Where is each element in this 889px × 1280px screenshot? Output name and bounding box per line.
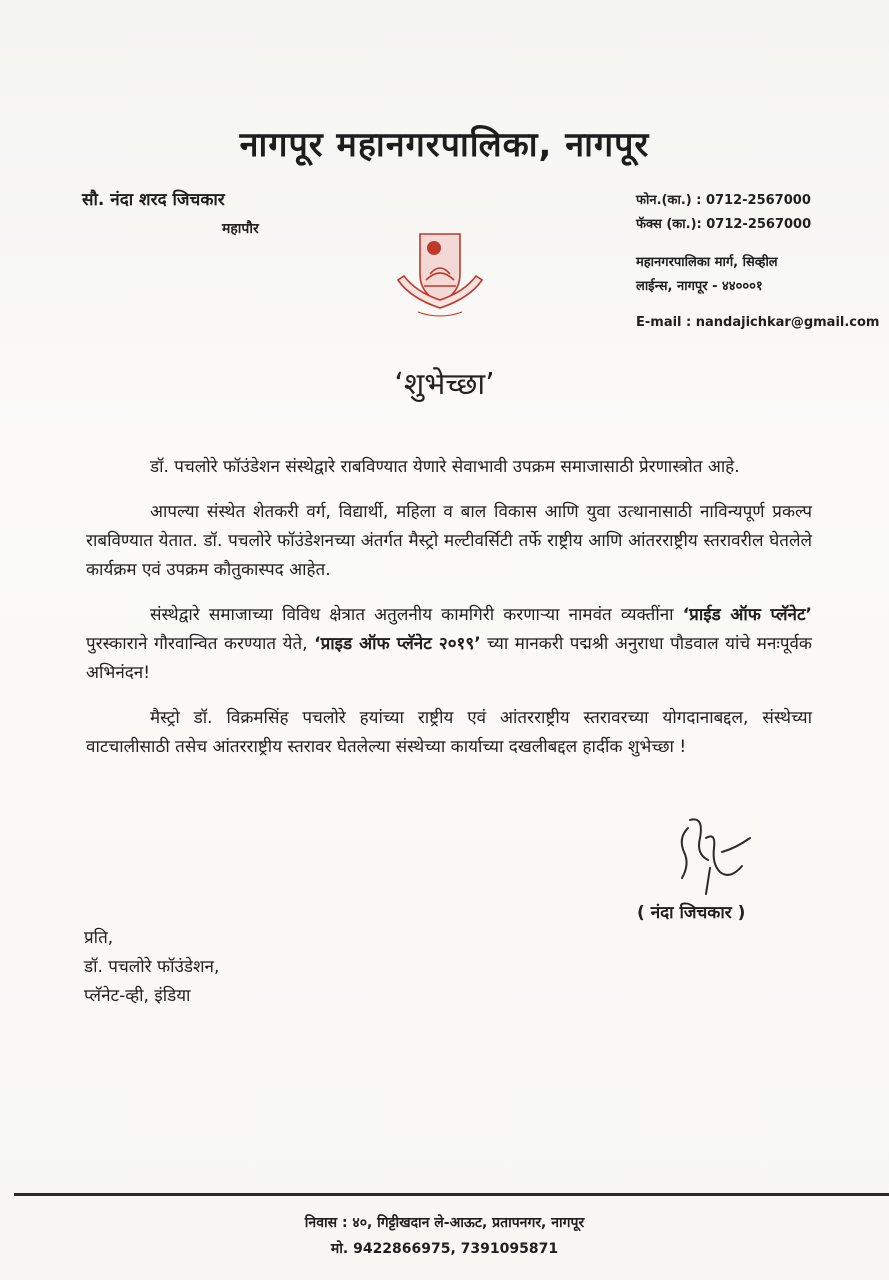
paragraph-3-text-a: संस्थेद्वारे समाजाच्या विविध क्षेत्रात अतुलनीय कामगिरी करणाऱ्या नामवंत व्यक्तींना [150, 605, 674, 625]
address-line-2: लाईन्स, नागपूर - ४४०००१ [636, 279, 763, 294]
email-address: E-mail : nandajichkar@gmail.com [636, 315, 880, 330]
municipal-emblem-icon [390, 222, 490, 322]
award-name: ‘प्राईड ऑफ प्लॅनेट’ [682, 605, 812, 625]
mayor-name: सौ. नंदा शरद जिचकार [82, 190, 225, 210]
greeting-heading: ‘शुभेच्छा’ [394, 367, 495, 402]
mobile-numbers: मो. 9422866975, 7391095871 [330, 1241, 559, 1257]
paragraph-4: मैस्ट्रो डॉ. विक्रमसिंह पचलोरे हयांच्या राष्ट्रीय एवं आंतरराष्ट्रीय स्तरावरच्या योगदानाबद्दल, संस्थेच्या वाटचालीसाठी तसेच आंतरराष्ट्रीय स्तरावर घेतलेल्या संस्थेच्या कार्याच्या दखलीबद्दल हार्दीक शुभेच्छा ! [86, 708, 812, 757]
phone-number: फोन.(का.) : 0712-2567000 [636, 193, 811, 208]
organization-title: नागपूर महानगरपालिका, नागपूर [239, 125, 650, 165]
recipient-location: प्लॅनेट-व्ही, इंडिया [84, 986, 191, 1006]
award-name-2019: ‘प्राइड ऑफ प्लॅनेट २०१९’ [314, 634, 481, 654]
fax-number: फॅक्स (का.): 0712-2567000 [636, 217, 812, 232]
paragraph-3-text-c: पुरस्काराने गौरवान्वित करण्यात येते, [86, 634, 308, 654]
footer-divider [14, 1193, 889, 1196]
paragraph-2: आपल्या संस्थेत शेतकरी वर्ग, विद्यार्थी, महिला व बाल विकास आणि युवा उत्थानासाठी नाविन्यपूर्ण प्रकल्प राबविण्यात येतात. डॉ. पचलोरे फॉउंडेशनच्या अंतर्गत मैस्ट्रो मल्टीवर्सिटी तर्फे राष्ट्रीय आणि आंतरराष्ट्रीय स्तरावरील घेतलेले कार्यक्रम एवं उपक्रम कौतुकास्पद आहेत. [86, 502, 812, 580]
paragraph-1: डॉ. पचलोरे फॉउंडेशन संस्थेद्वारे राबविण्यात येणारे सेवाभावी उपक्रम समाजासाठी प्रेरणास्त्रोत आहे. [150, 457, 740, 477]
office-address [636, 251, 879, 299]
paragraph-3-text-e: च्या मानकरी पद्मश्री अनुराधा पौडवाल यांचे मनःपूर्वक अभिनंदन! [86, 634, 812, 683]
footer [0, 1210, 889, 1262]
signer-name: ( नंदा जिचकार ) [637, 903, 746, 923]
mayor-designation: महापौर [222, 221, 259, 237]
contact-block [636, 189, 879, 335]
recipient-name: डॉ. पचलोरे फॉउंडेशन, [84, 957, 220, 977]
address-line-1: महानगरपालिका मार्ग, सिव्हील [636, 255, 778, 270]
recipient-salutation: प्रति, [84, 928, 114, 948]
signature-icon [660, 808, 770, 898]
residence-address: निवास : ४०, गिट्टीखदान ले-आऊट, प्रतापनगर, नागपूर [304, 1215, 585, 1231]
letter-body [86, 453, 812, 778]
recipient-block [84, 924, 219, 1011]
paragraph-3 [86, 601, 812, 688]
